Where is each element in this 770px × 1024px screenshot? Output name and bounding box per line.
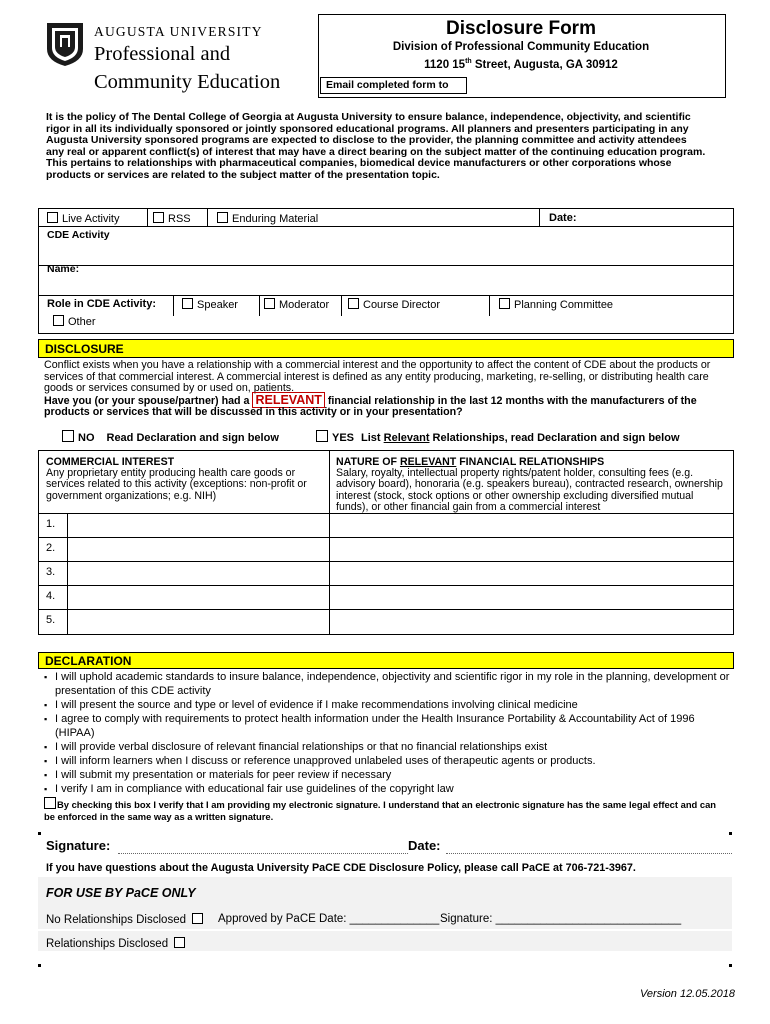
rss-label: RSS xyxy=(168,213,191,225)
declaration-heading: DECLARATION xyxy=(45,654,132,668)
declaration-item: ▪ I agree to comply with requirements to protect health information under the Health Insurance Portability & Accountability Act of 1996 (HIPAA) xyxy=(44,712,734,740)
enduring-material-checkbox[interactable] xyxy=(217,212,228,223)
yes-instruction-start: List xyxy=(361,432,384,444)
disclosure-heading: DISCLOSURE xyxy=(45,342,124,356)
yes-label: YES xyxy=(332,432,355,444)
department-name-line2: Community Education xyxy=(94,71,281,93)
relationships-label: Relationships Disclosed xyxy=(46,938,169,950)
address-number: 1120 15 xyxy=(424,58,466,71)
pace-signature-field[interactable]: Signature: _____________________________ xyxy=(440,913,682,925)
role-other[interactable] xyxy=(53,315,96,328)
no-checkbox[interactable] xyxy=(62,430,74,442)
disclosure-definition: Conflict exists when you have a relationship with a commercial interest and the opportunity to affect the content of CDE about the products or services of that commercial interest. A commercial interest is defined as any entity producing, marketing, re-selling, or distributing health care goods or services consumed by or used on, patients. xyxy=(44,359,711,394)
activity-table xyxy=(38,208,734,334)
planning-committee-label: Planning Committee xyxy=(514,299,614,311)
declaration-item: ▪ I will provide verbal disclosure of relevant financial relationships or that no financial relationships exist xyxy=(44,740,734,754)
signature-date-label: Date: xyxy=(408,838,441,853)
email-field[interactable]: Email completed form to xyxy=(320,77,467,94)
activity-type-rss[interactable] xyxy=(153,212,191,225)
no-option[interactable] xyxy=(62,430,279,444)
row-number-2: 2. xyxy=(46,542,56,554)
row-number-3: 3. xyxy=(46,566,56,578)
declaration-list xyxy=(44,670,734,796)
row-number-5: 5. xyxy=(46,614,56,626)
relationships-checkbox[interactable] xyxy=(174,937,185,948)
declaration-item: ▪ I will uphold academic standards to insure balance, independence, objectivity and scientific rigor in my role in the planning, development or presentation of this CDE activity xyxy=(44,670,734,698)
no-label: NO xyxy=(78,432,95,444)
course-director-checkbox[interactable] xyxy=(348,298,359,309)
name-label: Name: xyxy=(47,263,80,275)
role-label: Role in CDE Activity: xyxy=(47,298,156,310)
disclosure-question xyxy=(44,392,724,419)
cde-activity-label: CDE Activity xyxy=(47,229,110,241)
question-text-end: financial relationship in the last 12 months with the manufacturers of the products or services that will be discussed in this activity or in your presentation? xyxy=(44,394,697,418)
speaker-label: Speaker xyxy=(197,299,238,311)
relationships-table xyxy=(38,450,734,635)
yes-instruction-relevant: Relevant xyxy=(383,432,430,444)
no-relationships-checkbox[interactable] xyxy=(192,913,203,924)
role-speaker[interactable] xyxy=(182,298,238,311)
header-suffix: FINANCIAL RELATIONSHIPS xyxy=(456,456,605,468)
yes-option[interactable] xyxy=(316,430,680,444)
signature-date-line[interactable] xyxy=(446,853,732,854)
yes-checkbox[interactable] xyxy=(316,430,328,442)
signature-line[interactable] xyxy=(118,853,408,854)
form-title: Disclosure Form xyxy=(446,18,596,39)
address xyxy=(318,58,724,71)
policy-statement: It is the policy of The Dental College of Georgia at Augusta University to ensure balance, independence, objectivity, and scientific rigor in all its individually sponsored or jointly sponsored educational programs. All planners and presenters participating in any Augusta University sponsored programs are expected to disclose to the provider, the planning committee and activity attendees any real or apparent conflict(s) of interest that may have a direct bearing on the subject matter of the continuing education program. This pertains to relationships with pharmaceutical companies, biomedical device manufacturers or other corporations whose products or services are related to the subject matter of the presentation topic. xyxy=(46,111,706,181)
relevant-highlight: RELEVANT xyxy=(252,392,324,408)
activity-type-live[interactable] xyxy=(47,212,119,225)
university-name: AUGUSTA UNIVERSITY xyxy=(94,24,263,39)
address-superscript: th xyxy=(465,58,472,65)
contact-note: If you have questions about the Augusta University PaCE CDE Disclosure Policy, please call PaCE at 706-721-3967. xyxy=(46,862,636,874)
date-label: Date: xyxy=(549,212,577,224)
moderator-checkbox[interactable] xyxy=(264,298,275,309)
relationships-option[interactable] xyxy=(46,937,189,950)
role-planning-committee[interactable] xyxy=(499,298,613,311)
row-number-1: 1. xyxy=(46,518,56,530)
declaration-item: ▪ I verify I am in compliance with educational fair use guidelines of the copyright law xyxy=(44,782,734,796)
declaration-item: ▪ I will present the source and type or level of evidence if I make recommendations involving clinical medicine xyxy=(44,698,734,712)
no-relationships-label: No Relationships Disclosed xyxy=(46,914,186,926)
role-moderator[interactable] xyxy=(264,298,329,311)
version-label: Version 12.05.2018 xyxy=(640,988,735,1000)
disclosure-text-block xyxy=(44,360,724,419)
planning-committee-checkbox[interactable] xyxy=(499,298,510,309)
row-number-4: 4. xyxy=(46,590,56,602)
commercial-interest-header: COMMERCIAL INTEREST xyxy=(46,456,175,468)
esignature-consent[interactable] xyxy=(44,797,724,823)
approved-date-field[interactable]: Approved by PaCE Date: ______________ xyxy=(218,913,440,925)
other-label: Other xyxy=(68,316,96,328)
activity-type-enduring[interactable] xyxy=(217,212,318,225)
no-relationships-option[interactable] xyxy=(46,913,207,926)
live-activity-checkbox[interactable] xyxy=(47,212,58,223)
university-shield-logo xyxy=(45,21,85,67)
signature-label: Signature: xyxy=(46,838,111,853)
question-text-start: Have you (or your spouse/partner) had a xyxy=(44,394,253,407)
yes-instruction-end: Relationships, read Declaration and sign below xyxy=(429,432,680,444)
declaration-item: ▪ I will inform learners when I discuss or reference unapproved unlabeled uses of therapeutic agents or products. xyxy=(44,754,734,768)
moderator-label: Moderator xyxy=(279,299,330,311)
rss-checkbox[interactable] xyxy=(153,212,164,223)
declaration-item: ▪ I will submit my presentation or materials for peer review if necessary xyxy=(44,768,734,782)
no-instruction: Read Declaration and sign below xyxy=(106,432,279,444)
role-course-director[interactable] xyxy=(348,298,440,311)
disclosure-heading-bar xyxy=(38,339,734,358)
header-prefix: NATURE OF xyxy=(336,456,400,468)
pace-heading: FOR USE BY PaCE ONLY xyxy=(46,886,196,900)
declaration-heading-bar xyxy=(38,652,734,669)
financial-relationships-description: Salary, royalty, intellectual property rights/patent holder, consulting fees (e.g. advisory board), honoraria (e.g. speakers bureau), contracted research, ownership interest (stock, stock options or other ownership excluding diversified mutual funds), or other financial gain from a commercial interest xyxy=(336,467,723,514)
department-name-line1: Professional and xyxy=(94,43,231,65)
speaker-checkbox[interactable] xyxy=(182,298,193,309)
live-activity-label: Live Activity xyxy=(62,213,120,225)
division-name: Division of Professional Community Education xyxy=(392,41,650,53)
other-checkbox[interactable] xyxy=(53,315,64,326)
esignature-checkbox[interactable] xyxy=(44,797,56,809)
course-director-label: Course Director xyxy=(363,299,441,311)
pace-only-section xyxy=(38,877,732,951)
header-relevant: RELEVANT xyxy=(399,456,457,468)
enduring-material-label: Enduring Material xyxy=(232,213,319,225)
commercial-interest-description: Any proprietary entity producing health care goods or services related to this activity (exceptions: non-profit or government organizations; e.g. NIH) xyxy=(46,467,307,502)
address-street: Street, Augusta, GA 30912 xyxy=(471,58,618,71)
esignature-text: By checking this box I verify that I am providing my electronic signature. I understand that an electronic signature has the same legal effect and can be enforced in the same way as a written signature. xyxy=(44,799,717,822)
